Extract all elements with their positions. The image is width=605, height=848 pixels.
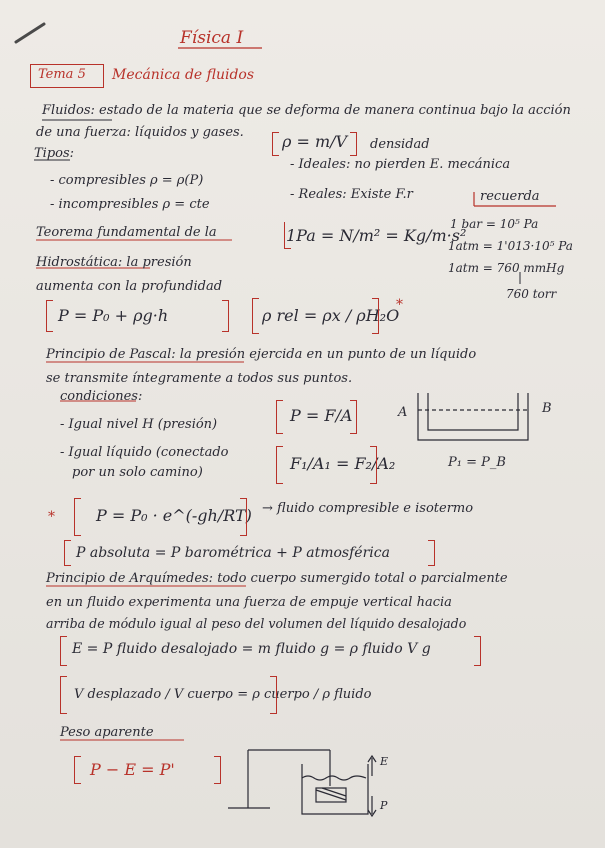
tipo-compresibles: - compresibles ρ = ρ(P) xyxy=(50,173,204,188)
volumen-densidad-formula: V desplazado / V cuerpo = ρ cuerpo / ρ fluido xyxy=(74,687,372,702)
densidad-relativa-formula: ρ rel = ρx / ρH₂O xyxy=(262,306,400,325)
density-formula: ρ = m/V xyxy=(282,132,348,151)
density-label: densidad xyxy=(370,137,430,152)
star-mark-1: * xyxy=(396,297,403,313)
arquimedes-line-1: Principio de Arquímedes: todo cuerpo sumergido total o parcialmente xyxy=(46,571,508,586)
tema-label: Tema 5 xyxy=(38,67,86,82)
label-a: A xyxy=(398,405,408,420)
arquimedes-line-3: arriba de módulo igual al peso del volumen del líquido desalojado xyxy=(46,616,467,631)
page-title: Física I xyxy=(180,28,244,48)
archimedes-diagram xyxy=(228,750,376,816)
label-peso: P xyxy=(380,799,388,812)
pa-equals-pb: P₁ = P_B xyxy=(448,455,506,470)
teorema-line-1: Teorema fundamental de la xyxy=(36,225,217,240)
unit-atm-pa: 1atm = 1'013·10⁵ Pa xyxy=(448,239,573,253)
recuerda-label: recuerda xyxy=(480,189,540,204)
pascal-line-2: se transmite íntegramente a todos sus puntos. xyxy=(46,371,353,386)
label-b: B xyxy=(542,401,552,416)
fuerzas-areas-formula: F₁/A₁ = F₂/A₂ xyxy=(290,454,396,473)
condiciones-label: condiciones: xyxy=(60,389,143,404)
unit-atm-mmhg: 1atm = 760 mmHg xyxy=(448,261,565,275)
tipos-label: Tipos: xyxy=(34,146,75,161)
exponencial-nota: → fluido compresible e isotermo xyxy=(262,501,474,516)
vessel-diagram xyxy=(418,393,528,440)
presion-fuerza-area: P = F/A xyxy=(290,406,353,425)
ideales-text: - Ideales: no pierden E. mecánica xyxy=(290,157,511,172)
condicion-camino: por un solo camino) xyxy=(72,465,203,480)
unit-bar: 1 bar = 10⁵ Pa xyxy=(450,217,539,231)
tipo-incompresibles: - incompresibles ρ = cte xyxy=(50,197,210,212)
star-mark-2: * xyxy=(48,509,55,525)
pascal-line-1: Principio de Pascal: la presión ejercida en un punto de un líquido xyxy=(46,347,477,362)
condicion-nivel: - Igual nivel H (presión) xyxy=(60,417,218,432)
unit-torr: 760 torr xyxy=(506,287,557,301)
hidrostatica-formula: P = P₀ + ρg·h xyxy=(58,306,169,325)
tema-name: Mecánica de fluidos xyxy=(112,67,255,83)
arquimedes-line-2: en un fluido experimenta una fuerza de empuje vertical hacia xyxy=(46,595,452,610)
condicion-liquido: - Igual líquido (conectado xyxy=(60,445,229,460)
pascal-unit-formula: 1Pa = N/m² = Kg/m·s² xyxy=(286,226,467,245)
intro-line-1: Fluidos: estado de la materia que se deforma de manera continua bajo la acción xyxy=(42,103,571,118)
pencil-mark xyxy=(16,24,44,42)
peso-aparente-label: Peso aparente xyxy=(60,725,154,740)
peso-aparente-formula: P − E = P' xyxy=(90,760,175,779)
empuje-formula: E = P fluido desalojado = m fluido g = ρ fluido V g xyxy=(72,641,431,657)
teorema-line-2: Hidrostática: la presión xyxy=(36,255,192,270)
teorema-line-3: aumenta con la profundidad xyxy=(36,279,223,294)
presion-absoluta-formula: P absoluta = P barométrica + P atmosférica xyxy=(76,545,390,561)
label-empuje: E xyxy=(380,755,389,768)
intro-line-2: de una fuerza: líquidos y gases. xyxy=(36,125,244,140)
presion-exponencial-formula: P = P₀ · e^(-gh/RT) xyxy=(96,506,252,525)
reales-text: - Reales: Existe F.r xyxy=(290,187,413,202)
